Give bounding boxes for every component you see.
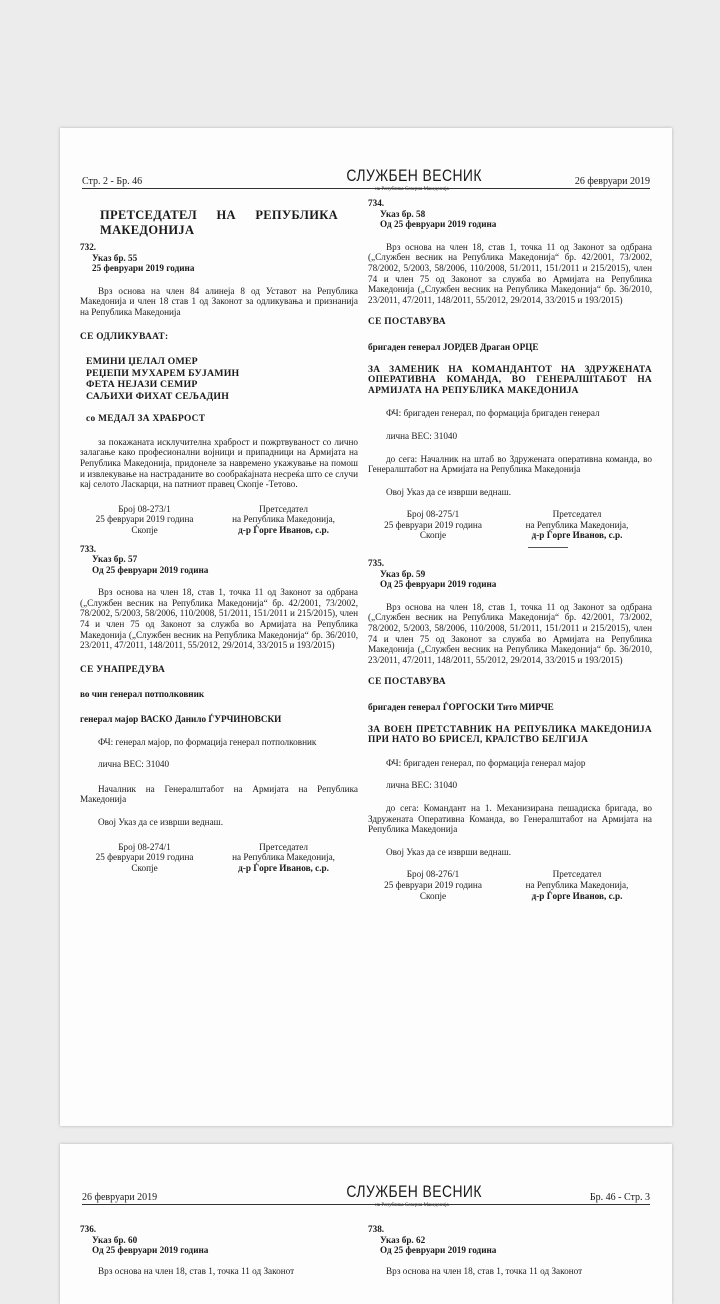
decree-reason: за покажаната исклучителна храброст и пожртвуваност со лично залагање како професионални војници и припадници на Армијата на Република Македонија, придонеле за навремено укажување на помош и извлекување на настраданите во сообраќајната несреќа што се случи кај селото Ласкарци, на патниот правец Скопје -Тетово. (80, 436, 358, 490)
decree-date: 25 февруари 2019 година (92, 263, 195, 274)
right-column (368, 198, 652, 901)
decree-date: Од 25 февруари 2019 година (380, 1245, 497, 1256)
page-date-right: 26 февруари 2019 (574, 176, 650, 187)
president-heading: ПРЕТСЕДАТЕЛ НА РЕПУБЛИКА МАКЕДОНИЈА (100, 208, 338, 237)
page-header (82, 1182, 650, 1210)
signature-block (368, 869, 652, 901)
decree-action: СЕ ПОСТАВУВА (368, 317, 446, 328)
decree-basis: Врз основа на член 18, став 1, точка 11 од Законот за одбрана („Службен весник на Република Македонија“ бр. 42/2001, 73/2002, 78/2002, 5/2003, 58/2006, 110/2008, 51/2011, 151/2011 и 215/2015), член 74 и член 75 од Законот за служба во Армијата на Република Македонија („Службен весник на Република Македонија“ бр. 36/2010, 23/2011, 47/2011, 148/2011, 55/2012, 29/2014, 33/2015 и 193/2015) (80, 587, 358, 651)
decree-action: СЕ УНАПРЕДУВА (80, 664, 166, 675)
decree-basis: Врз основа на член 18, став 1, точка 11 од Законот за одбрана („Службен весник на Република Македонија“ бр. 42/2001, 73/2002, 78/2002, 5/2003, 58/2006, 110/2008, 51/2011, 151/2011 и 215/2015), член 74 и член 75 од Законот за служба во Армијата на Република Македонија („Службен весник на Република Македонија“ бр. 36/2010, 23/2011, 47/2011, 148/2011, 55/2012, 29/2014, 33/2015 и 193/2015) (368, 601, 652, 665)
right-column (368, 1224, 652, 1276)
decree-person: генерал мајор ВАСКО Данило ЃУРЧИНОВСКИ (80, 714, 282, 725)
page-header (82, 166, 650, 194)
decree-position: ЗА ВОЕН ПРЕТСТАВНИК НА РЕПУБЛИКА МАКЕДОНИЈА ПРИ НАТО ВО БРИСЕЛ, КРАЛСТВО БЕЛГИЈА (368, 724, 652, 746)
left-column (80, 208, 358, 873)
decree-position: ЗА ЗАМЕНИК НА КОМАНДАНТОТ НА ЗДРУЖЕНАТА ОПЕРАТИВНА КОМАНДА, ВО ГЕНЕРАЛШТАБОТ НА АРМИЈАТА НА РЕПУБЛИКА МАКЕДОНИЈА (368, 364, 652, 396)
decree-fch: ФЧ: бригаден генерал, по формација генерал мајор (386, 757, 586, 768)
decree-number: 735. (368, 558, 385, 569)
decree-action: СЕ ПОСТАВУВА (368, 677, 446, 688)
decree-title: Указ бр. 55 (92, 252, 138, 263)
decree-date: Од 25 февруари 2019 година (92, 564, 209, 575)
section-separator (528, 547, 568, 548)
decree-basis: Врз основа на член 18, став 1, точка 11 од Законот (98, 1265, 295, 1276)
medal-name: со МЕДАЛ ЗА ХРАБРОСТ (86, 414, 206, 425)
decree-basis: Врз основа на член 18, став 1, точка 11 од Законот за одбрана („Службен весник на Република Македонија“ бр. 42/2001, 73/2002, 78/2002, 5/2003, 58/2006, 110/2008, 51/2011, 151/2011 и 215/2015), член 74 и член 75 од Законот за служба во Армијата на Република Македонија („Службен весник на Република Македонија“ бр. 36/2010, 23/2011, 47/2011, 148/2011, 55/2012, 29/2014, 33/2015 и 193/2015) (368, 241, 652, 305)
decree-date: Од 25 февруари 2019 година (92, 1245, 209, 1256)
decree-effect: Овој Указ да се изврши веднаш. (386, 486, 512, 497)
decree-until: до сега: Командант на 1. Механизирана пешадиска бригада, во Здружената Оперативна Команда, во Генералштабот на Армијата на Република Македонија (368, 802, 652, 835)
header-rule (82, 188, 650, 189)
newspaper-page-3 (60, 1144, 672, 1304)
decree-until: до сега: Началник на штаб во Здружената оперативна команда, во Генералштабот на Армијата на Република Македонија (368, 453, 652, 475)
awardee-name: ФЕТА НЕЈАЗИ СЕМИР (86, 379, 198, 391)
decree-basis: Врз основа на член 84 алинеја 8 од Уставот на Република Македонија и член 18 став 1 од Законот за одликувања и признанија на Република Македонија (80, 285, 358, 317)
signature-block (80, 842, 358, 874)
decree-title: Указ бр. 62 (380, 1234, 426, 1245)
left-column (80, 1224, 358, 1276)
decree-ves: лична ВЕС: 31040 (386, 430, 458, 441)
decree-action: СЕ ОДЛИКУВААТ: (80, 331, 169, 342)
masthead-subtitle: на Република Северна Македонија (375, 187, 449, 192)
decree-rank: во чин генерал потполковник (80, 689, 205, 700)
awardee-list (80, 356, 358, 402)
awardee-name: ЕМИНИ ЏЕЛАЛ ОМЕР (86, 356, 198, 368)
decree-person: бригаден генерал ЃОРГОСКИ Тито МИРЧЕ (368, 702, 554, 712)
page-date-left: 26 февруари 2019 (82, 1192, 158, 1203)
decree-number: 732. (80, 242, 97, 252)
signatory: Претседател на Република Македонија, д-р Ѓорге Иванов, с.р. (525, 509, 629, 541)
registry-info: Број 08-273/1 25 февруари 2019 година Скопје (95, 503, 194, 535)
masthead-title: СЛУЖБЕН ВЕСНИК (346, 166, 482, 185)
signature-block (368, 509, 652, 541)
signatory: Претседател на Република Македонија, д-р Ѓорге Иванов, с.р. (525, 869, 629, 901)
decree-date: Од 25 февруари 2019 година (380, 579, 497, 590)
header-rule (82, 1204, 650, 1205)
decree-fch: ФЧ: бригаден генерал, по формација бригаден генерал (386, 408, 600, 419)
decree-number: 733. (80, 543, 97, 554)
masthead-subtitle: на Република Северна Македонија (375, 1203, 449, 1208)
decree-post: Началник на Генералштабот на Армијата на Република Македонија (80, 783, 358, 805)
page-number-right: Бр. 46 - Стр. 3 (589, 1192, 650, 1203)
decree-number: 736. (80, 1224, 97, 1234)
decree-title: Указ бр. 60 (92, 1234, 138, 1245)
page-number-left: Стр. 2 - Бр. 46 (82, 176, 143, 187)
registry-info: Број 08-274/1 25 февруари 2019 година Скопје (95, 841, 194, 873)
decree-fch: ФЧ: генерал мајор, по формација генерал потполковник (98, 736, 317, 747)
decree-title: Указ бр. 59 (380, 568, 426, 579)
decree-ves: лична ВЕС: 31040 (386, 780, 458, 791)
decree-basis: Врз основа на член 18, став 1, точка 11 од Законот (386, 1265, 583, 1276)
registry-info: Број 08-276/1 25 февруари 2019 година Скопје (384, 869, 482, 901)
registry-info: Број 08-275/1 25 февруари 2019 година Скопје (384, 509, 482, 541)
signatory: Претседател на Република Македонија, д-р Ѓорге Иванов, с.р. (232, 841, 335, 873)
decree-number: 738. (368, 1224, 385, 1234)
decree-person: бригаден генерал ЈОРДЕВ Драган ОРЦЕ (368, 341, 539, 352)
decree-effect: Овој Указ да се изврши веднаш. (386, 846, 512, 857)
signatory: Претседател на Република Македонија, д-р Ѓорге Иванов, с.р. (232, 503, 335, 535)
awardee-name: РЕЏЕПИ МУХАРЕМ БУЈАМИН (86, 367, 240, 379)
decree-title: Указ бр. 57 (92, 554, 138, 565)
decree-date: Од 25 февруари 2019 година (380, 219, 497, 230)
decree-ves: лична ВЕС: 31040 (98, 759, 170, 770)
decree-number: 734. (368, 198, 385, 208)
decree-effect: Овој Указ да се изврши веднаш. (98, 817, 224, 827)
masthead-title: СЛУЖБЕН ВЕСНИК (346, 1182, 482, 1201)
awardee-name: САЉИХИ ФИХАТ СЕЉАДИН (86, 390, 230, 402)
signature-block (80, 504, 358, 536)
decree-title: Указ бр. 58 (380, 208, 426, 219)
newspaper-page-2 (60, 128, 672, 1126)
